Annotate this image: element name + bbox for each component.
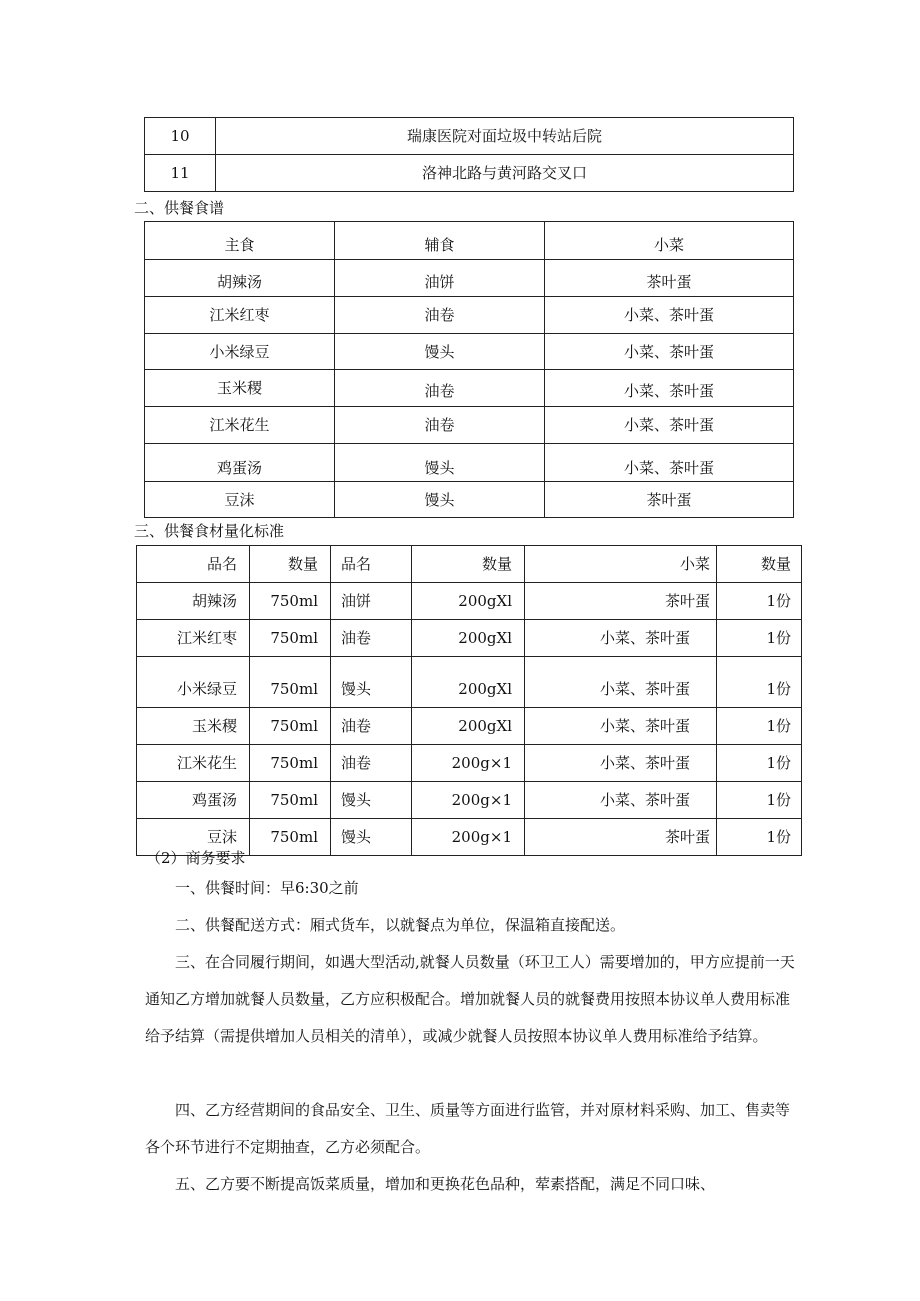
cell: 750ml bbox=[250, 745, 331, 782]
cell: 油卷 bbox=[335, 407, 545, 444]
cell: 馒头 bbox=[335, 482, 545, 518]
cell: 油卷 bbox=[335, 370, 545, 407]
table-row bbox=[137, 583, 802, 620]
header-small-dish: 小菜 bbox=[525, 546, 717, 583]
table-row bbox=[137, 657, 802, 708]
cell: 200g×1 bbox=[412, 745, 525, 782]
cell: 馒头 bbox=[335, 444, 545, 482]
cell: 茶叶蛋 bbox=[525, 819, 717, 856]
table-row bbox=[137, 708, 802, 745]
cell: 750ml bbox=[250, 782, 331, 819]
table-row bbox=[145, 482, 794, 518]
table-row bbox=[137, 745, 802, 782]
cell: 小菜、茶叶蛋 bbox=[545, 444, 794, 482]
cell: 油饼 bbox=[335, 260, 545, 297]
cell: 油卷 bbox=[331, 620, 412, 657]
location-cell: 洛神北路与黄河路交叉口 bbox=[216, 155, 794, 192]
cell: 鸡蛋汤 bbox=[137, 782, 250, 819]
header-qty: 数量 bbox=[412, 546, 525, 583]
cell: 豆沫 bbox=[145, 482, 335, 518]
cell: 馒头 bbox=[335, 334, 545, 370]
cell: 1份 bbox=[717, 745, 802, 782]
cell: 油饼 bbox=[331, 583, 412, 620]
cell: 小菜、茶叶蛋 bbox=[545, 407, 794, 444]
header-side-food: 辅食 bbox=[335, 222, 545, 260]
cell: 小菜、茶叶蛋 bbox=[525, 657, 717, 708]
cell: 1份 bbox=[717, 708, 802, 745]
table-row bbox=[145, 334, 794, 370]
cell: 小米绿豆 bbox=[137, 657, 250, 708]
cell: 玉米稷 bbox=[137, 708, 250, 745]
cell: 小米绿豆 bbox=[145, 334, 335, 370]
table-row bbox=[145, 444, 794, 482]
cell: 茶叶蛋 bbox=[545, 482, 794, 518]
cell: 200g×1 bbox=[412, 819, 525, 856]
cell: 小菜、茶叶蛋 bbox=[545, 297, 794, 334]
cell: 1份 bbox=[717, 657, 802, 708]
header-small-dish: 小菜 bbox=[545, 222, 794, 260]
cell: 茶叶蛋 bbox=[525, 583, 717, 620]
section-title-menu: 二、供餐食谱 bbox=[134, 199, 225, 217]
table-row bbox=[145, 297, 794, 334]
location-cell: 瑞康医院对面垃圾中转站后院 bbox=[216, 118, 794, 155]
cell: 江米花生 bbox=[137, 745, 250, 782]
header-qty: 数量 bbox=[717, 546, 802, 583]
requirement-1: 一、供餐时间：早6:30之前 bbox=[175, 879, 359, 897]
row-number: 10 bbox=[145, 118, 216, 155]
cell: 750ml bbox=[250, 583, 331, 620]
cell: 玉米稷 bbox=[145, 370, 335, 407]
cell: 200gXl bbox=[412, 708, 525, 745]
cell: 200gXl bbox=[412, 657, 525, 708]
requirement-5: 五、乙方要不断提高饭菜质量，增加和更换花色品种，荤素搭配，满足不同口味、 bbox=[175, 1175, 716, 1193]
menu-table bbox=[144, 221, 794, 518]
table-row bbox=[145, 370, 794, 407]
requirement-2: 二、供餐配送方式：厢式货车，以就餐点为单位，保温箱直接配送。 bbox=[175, 916, 626, 934]
cell: 1份 bbox=[717, 782, 802, 819]
row-number: 11 bbox=[145, 155, 216, 192]
cell: 江米红枣 bbox=[145, 297, 335, 334]
cell: 江米花生 bbox=[145, 407, 335, 444]
header-name: 品名 bbox=[137, 546, 250, 583]
table-row bbox=[137, 782, 802, 819]
cell: 茶叶蛋 bbox=[545, 260, 794, 297]
cell: 馒头 bbox=[331, 657, 412, 708]
table-row bbox=[145, 155, 794, 192]
cell: 小菜、茶叶蛋 bbox=[525, 620, 717, 657]
quantity-table bbox=[136, 545, 802, 856]
header-qty: 数量 bbox=[250, 546, 331, 583]
cell: 江米红枣 bbox=[137, 620, 250, 657]
cell: 小菜、茶叶蛋 bbox=[525, 782, 717, 819]
cell: 豆沫 bbox=[137, 819, 250, 856]
cell: 750ml bbox=[250, 708, 331, 745]
business-heading: （2）商务要求 bbox=[146, 849, 246, 867]
requirement-4: 四、乙方经营期间的食品安全、卫生、质量等方面进行监管，并对原材料采购、加工、售卖等各个环节进行不定期抽查，乙方必须配合。 bbox=[145, 1101, 791, 1156]
cell: 750ml bbox=[250, 620, 331, 657]
cell: 馒头 bbox=[331, 782, 412, 819]
cell: 小菜、茶叶蛋 bbox=[545, 370, 794, 407]
table-row bbox=[145, 118, 794, 155]
cell: 1份 bbox=[717, 819, 802, 856]
cell: 油卷 bbox=[331, 708, 412, 745]
cell: 750ml bbox=[250, 657, 331, 708]
section-title-quantity: 三、供餐食材量化标准 bbox=[134, 522, 285, 540]
table-header-row bbox=[145, 222, 794, 260]
cell: 200gXl bbox=[412, 620, 525, 657]
requirement-3: 三、在合同履行期间，如遇大型活动,就餐人员数量（环卫工人）需要增加的，甲方应提前一天通知乙方增加就餐人员数量，乙方应积极配合。增加就餐人员的就餐费用按照本协议单人费用标准给予结算（需提供增加人员相关的清单），或减少就餐人员按照本协议单人费用标准给予结算。 bbox=[145, 953, 795, 1045]
cell: 小菜、茶叶蛋 bbox=[525, 708, 717, 745]
header-name: 品名 bbox=[331, 546, 412, 583]
table-row bbox=[145, 260, 794, 297]
cell: 750ml bbox=[250, 819, 331, 856]
cell: 油卷 bbox=[331, 745, 412, 782]
cell: 油卷 bbox=[335, 297, 545, 334]
header-main-food: 主食 bbox=[145, 222, 335, 260]
cell: 200gXl bbox=[412, 583, 525, 620]
cell: 胡辣汤 bbox=[137, 583, 250, 620]
cell: 鸡蛋汤 bbox=[145, 444, 335, 482]
cell: 1份 bbox=[717, 620, 802, 657]
table-row bbox=[137, 620, 802, 657]
table-header-row bbox=[137, 546, 802, 583]
cell: 1份 bbox=[717, 583, 802, 620]
cell: 小菜、茶叶蛋 bbox=[545, 334, 794, 370]
cell: 馒头 bbox=[331, 819, 412, 856]
cell: 200g×1 bbox=[412, 782, 525, 819]
location-table bbox=[144, 117, 794, 192]
cell: 小菜、茶叶蛋 bbox=[525, 745, 717, 782]
cell: 胡辣汤 bbox=[145, 260, 335, 297]
table-row bbox=[145, 407, 794, 444]
